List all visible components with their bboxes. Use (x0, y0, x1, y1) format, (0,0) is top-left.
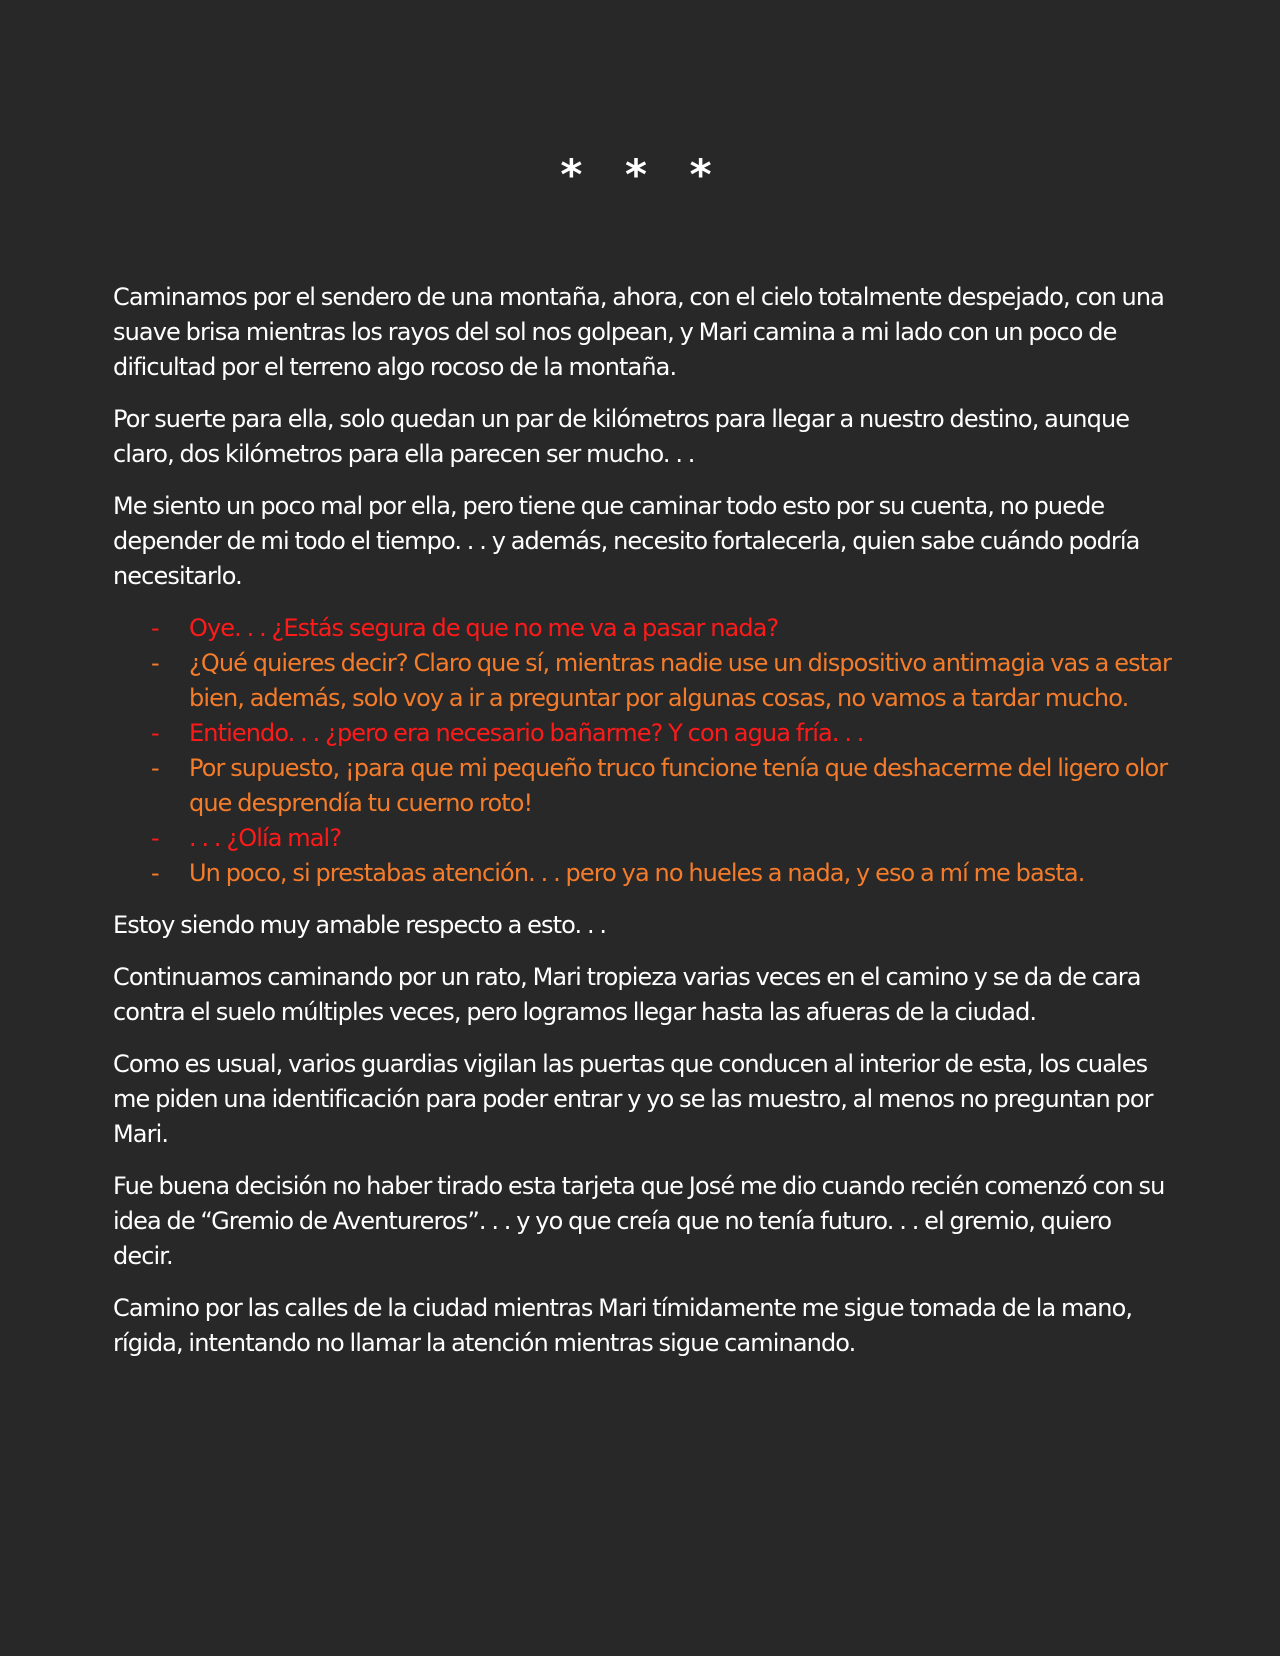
dialogue-line-mari (113, 716, 1173, 751)
paragraph: Camino por las calles de la ciudad mientras Mari tímidamente me sigue tomada de la mano, rígida, intentando no llamar la atención mientras sigue caminando. (113, 1294, 1133, 1357)
dialogue-line-companion (113, 751, 1173, 821)
dialogue-text: Por supuesto, ¡para que mi pequeño truco funcione tenía que deshacerme del ligero olor que desprendía tu cuerno roto! (189, 754, 1168, 817)
dialogue-text: ¿Qué quieres decir? Claro que sí, mientras nadie use un dispositivo antimagia vas a estar bien, además, solo voy a ir a preguntar por algunas cosas, no vamos a tardar mucho. (189, 649, 1171, 712)
paragraph: Como es usual, varios guardias vigilan las puertas que conducen al interior de esta, los cuales me piden una identificación para poder entrar y yo se las muestro, al menos no preguntan por Mari. (113, 1050, 1153, 1148)
dialogue-text: . . . ¿Olía mal? (189, 824, 342, 852)
paragraph: Por suerte para ella, solo quedan un par de kilómetros para llegar a nuestro destino, aunque claro, dos kilómetros para ella parecen ser mucho. . . (113, 405, 1130, 468)
paragraph: Estoy siendo muy amable respecto a esto. . . (113, 911, 607, 939)
dialogue-dash: - (151, 614, 159, 642)
dialogue-dash: - (151, 859, 159, 887)
dialogue-list (113, 611, 1173, 891)
dialogue-line-companion (113, 856, 1173, 891)
dialogue-text: Un poco, si prestabas atención. . . pero ya no hueles a nada, y eso a mí me basta. (189, 859, 1085, 887)
dialogue-line-companion (113, 646, 1173, 716)
paragraph: Fue buena decisión no haber tirado esta tarjeta que José me dio cuando recién comenzó con su idea de “Gremio de Aventureros”. . . y yo que creía que no tenía futuro. . . el gremio, quiero decir. (113, 1172, 1165, 1270)
dialogue-line-mari (113, 611, 1173, 646)
dialogue-dash: - (151, 824, 159, 852)
dialogue-line-mari (113, 821, 1173, 856)
dialogue-text: Oye. . . ¿Estás segura de que no me va a pasar nada? (189, 614, 779, 642)
scene-separator: * * * (560, 150, 726, 199)
dialogue-dash: - (151, 754, 159, 782)
document-body (113, 280, 1173, 1378)
paragraph: Caminamos por el sendero de una montaña, ahora, con el cielo totalmente despejado, con una suave brisa mientras los rayos del sol nos golpean, y Mari camina a mi lado con un poco de dificultad por el terreno algo rocoso de la montaña. (113, 283, 1164, 381)
dialogue-dash: - (151, 719, 159, 747)
paragraph: Me siento un poco mal por ella, pero tiene que caminar todo esto por su cuenta, no puede depender de mi todo el tiempo. . . y además, necesito fortalecerla, quien sabe cuándo podría necesitarlo. (113, 492, 1140, 590)
dialogue-text: Entiendo. . . ¿pero era necesario bañarme? Y con agua fría. . . (189, 719, 864, 747)
paragraph: Continuamos caminando por un rato, Mari tropieza varias veces en el camino y se da de cara contra el suelo múltiples veces, pero logramos llegar hasta las afueras de la ciudad. (113, 963, 1141, 1026)
dialogue-dash: - (151, 649, 159, 677)
